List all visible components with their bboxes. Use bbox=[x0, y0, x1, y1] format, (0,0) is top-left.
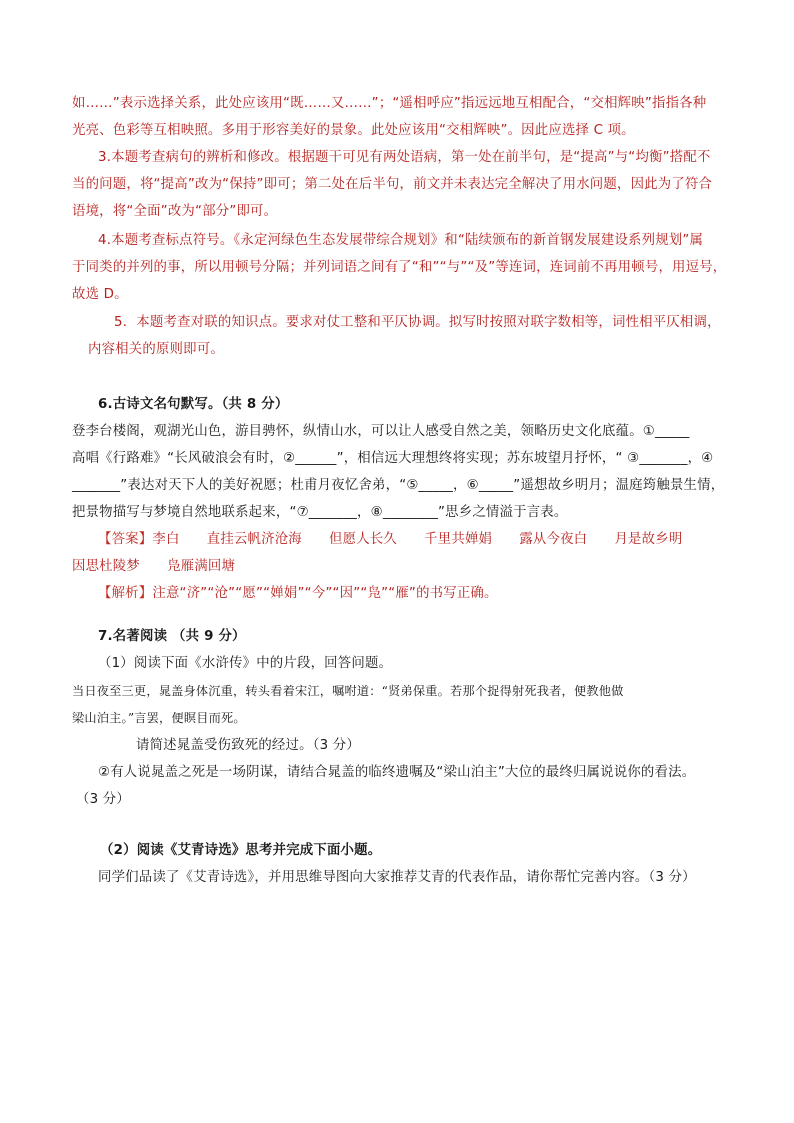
explanation-line: 5．本题考查对联的知识点。要求对仗工整和平仄协调。拟写时按照对联字数相等，词性相平仄相调， bbox=[114, 315, 721, 330]
answer-line-2: 因思杜陵梦 凫雁满回塘 bbox=[72, 559, 236, 574]
answer-line bbox=[98, 530, 682, 550]
question-7-ask2-score: （3 分） bbox=[76, 792, 130, 807]
question-6-line: 登李台楼阁，观湖光山色，游目骋怀，纵情山水，可以让人感受自然之美，领略历史文化底蕴。①_____ bbox=[72, 424, 690, 439]
question-7-sub2: （2）阅读《艾青诗选》思考并完成下面小题。 bbox=[100, 843, 382, 858]
explanation-line: 当的问题，将“提高”改为“保持”即可；第二处在后半句，前文并未表达完全解决了用水问题，因此为了符合 bbox=[72, 177, 713, 192]
answer-text: 李白 直挂云帆济沧海 但愿人长久 千里共婵娟 露从今夜白 月是故乡明 bbox=[152, 532, 683, 547]
explanation-line: 如……”表示选择关系，此处应该用“既……又……”；“遥相呼应”指远远地互相配合，“交相辉映”指指各种 bbox=[72, 96, 707, 111]
explanation-line: 语境，将“全面”改为“部分”即可。 bbox=[72, 204, 278, 219]
question-7-ask2: ②有人说晁盖之死是一场阴谋，请结合晁盖的临终遗嘱及“梁山泊主”大位的最终归属说说你的看法。 bbox=[98, 765, 696, 780]
excerpt-line: 当日夜至三更，晁盖身体沉重，转头看着宋江，嘱咐道：“贤弟保重。若那个捉得射死我者，便教他做 bbox=[72, 684, 624, 698]
question-7-task: 同学们品读了《艾青诗选》，并用思维导图向大家推荐艾青的代表作品，请你帮忙完善内容。（3 分） bbox=[98, 870, 696, 885]
question-7-ask1: 请简述晁盖受伤致死的经过。（3 分） bbox=[136, 738, 360, 753]
analysis-line bbox=[98, 584, 498, 604]
question-6-title: 6.古诗文名句默写。（共 8 分） bbox=[98, 397, 289, 412]
excerpt-line: 梁山泊主。”言罢，便瞑目而死。 bbox=[72, 711, 246, 725]
analysis-text: 注意“济”“沧”“愿”“婵娟”“今”“因”“凫”“雁”的书写正确。 bbox=[152, 586, 498, 601]
analysis-tag: 【解析】 bbox=[98, 586, 153, 601]
question-6-line: _______”表达对天下人的美好祝愿；杜甫月夜忆舍弟，“⑤_____，⑥_____”遥想故乡明月；温庭筠触景生情， bbox=[72, 478, 725, 493]
question-6-line: 高唱《行路难》“长风破浪会有时，②______”，相信远大理想终将实现；苏东坡望月抒怀，“ ③_______，④ bbox=[72, 451, 714, 466]
explanation-line: 3.本题考查病句的辨析和修改。根据题干可见有两处语病，第一处在前半句，是“提高”与“均衡”搭配不 bbox=[98, 150, 711, 165]
question-7-title: 7.名著阅读 （共 9 分） bbox=[98, 629, 246, 644]
explanation-line: 光亮、色彩等互相映照。多用于形容美好的景象。此处应该用“交相辉映”。因此应选择 C 项。 bbox=[72, 123, 635, 138]
explanation-line: 4.本题考查标点符号。《永定河绿色生态发展带综合规划》和“陆续颁布的新首钢发展建设系列规划”属 bbox=[98, 233, 704, 248]
question-7-sub1: （1）阅读下面《水浒传》中的片段，回答问题。 bbox=[98, 656, 393, 671]
question-6-line: 把景物描写与梦境自然地联系起来，“⑦_______，⑧________”思乡之情溢于言表。 bbox=[72, 505, 568, 520]
answer-tag: 【答案】 bbox=[98, 532, 153, 547]
explanation-line: 内容相关的原则即可。 bbox=[88, 342, 224, 357]
explanation-line: 故选 D。 bbox=[72, 287, 128, 302]
explanation-line: 于同类的并列的事，所以用顿号分隔；并列词语之间有了“和”“与”“及”等连词，连词前不再用顿号，用逗号， bbox=[72, 260, 727, 275]
